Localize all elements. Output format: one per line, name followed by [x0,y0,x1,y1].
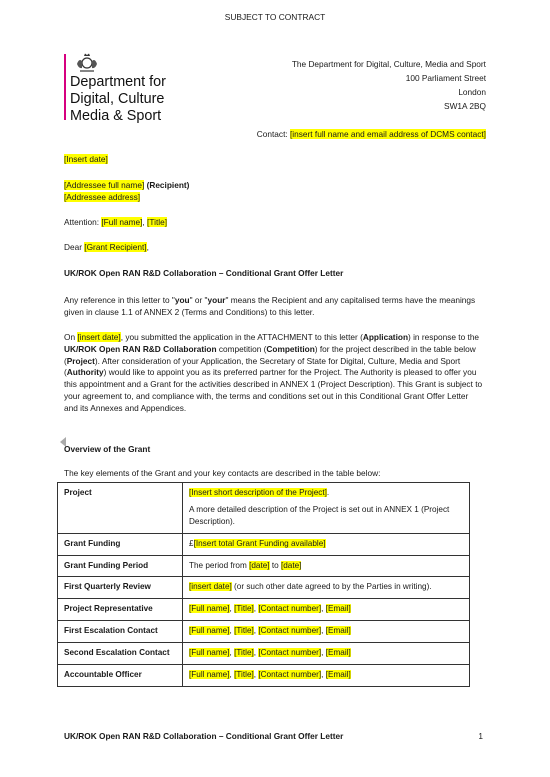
letter-subject: UK/ROK Open RAN R&D Collaboration – Conditional Grant Offer Letter [64,268,344,278]
row-label: Second Escalation Contact [58,643,183,665]
definitions-paragraph: Any reference in this letter to "you" or "your" means the Recipient and any capitalised terms have the meanings given in clause 1.1 of ANNEX 2 (Terms and Conditions) to this letter. [64,295,476,317]
table-row [58,665,470,687]
page-number: 1 [478,731,483,741]
row-value: [Full name], [Title], [Contact number], [Email] [183,643,470,665]
footer-title: UK/ROK Open RAN R&D Collaboration – Conditional Grant Offer Letter [64,731,344,741]
row-label: First Quarterly Review [58,577,183,599]
salutation: Dear [Grant Recipient], [64,242,149,252]
row-value: [Full name], [Title], [Contact number], [Email] [183,621,470,643]
contact-line: Contact: [insert full name and email address of DCMS contact] [256,129,486,139]
logo-wordmark: Department for Digital, Culture Media & Sport [70,74,166,124]
row-value: The period from [date] to [date] [183,555,470,577]
table-row [58,555,470,577]
offer-paragraph: On [insert date], you submitted the application in the ATTACHMENT to this letter (Application) in response to the UK/ROK Open RAN R&D Collaboration competition (Competition) for the project described in the table below (Project). After consideration of your Application, the Secretary of State for Digital, Culture, Media and Sport (Authority) would like to appoint you as its preferred partner for the Project. The Authority is pleased to offer you this appointment and a Grant for the activities described in ANNEX 1 (Project Description). This Grant is subject to your agreement to, and compliance with, the terms and conditions set out in this Conditional Grant Offer Letter and its Annexes and Appendices. [64,332,483,413]
row-label: Project Representative [58,599,183,621]
row-label: Project [58,483,183,534]
logo-accent-bar [64,54,66,120]
attention-line: Attention: [Full name], [Title] [64,217,168,227]
row-value: £[Insert total Grant Funding available] [183,533,470,555]
row-label: Grant Funding [58,533,183,555]
addressee-block: [Addressee full name] (Recipient) [Addressee address] [64,180,190,202]
row-label: Grant Funding Period [58,555,183,577]
table-row [58,599,470,621]
table-row [58,643,470,665]
row-label: First Escalation Contact [58,621,183,643]
row-value: [Insert short description of the Project]. A more detailed description of the Project is set out in ANNEX 1 (Project Description). [183,483,470,534]
table-row [58,621,470,643]
row-value: [Full name], [Title], [Contact number], [Email] [183,599,470,621]
row-value: [Full name], [Title], [Contact number], [Email] [183,665,470,687]
row-value: [insert date] (or such other date agreed to by the Parties in writing). [183,577,470,599]
table-row [58,577,470,599]
sender-address: The Department for Digital, Culture, Media and Sport 100 Parliament Street London SW1A 2BQ [291,59,486,111]
row-label: Accountable Officer [58,665,183,687]
royal-crest-icon [75,52,99,74]
subject-to-contract-header: SUBJECT TO CONTRACT [224,12,326,22]
table-row [58,483,470,534]
table-row [58,533,470,555]
dcms-logo [64,52,184,122]
grant-details-table [57,482,470,687]
letter-date: [Insert date] [64,154,108,164]
contact-placeholder: [insert full name and email address of DCMS contact] [290,129,486,139]
overview-intro: The key elements of the Grant and your key contacts are described in the table below: [64,468,381,478]
overview-heading: Overview of the Grant [64,444,151,454]
